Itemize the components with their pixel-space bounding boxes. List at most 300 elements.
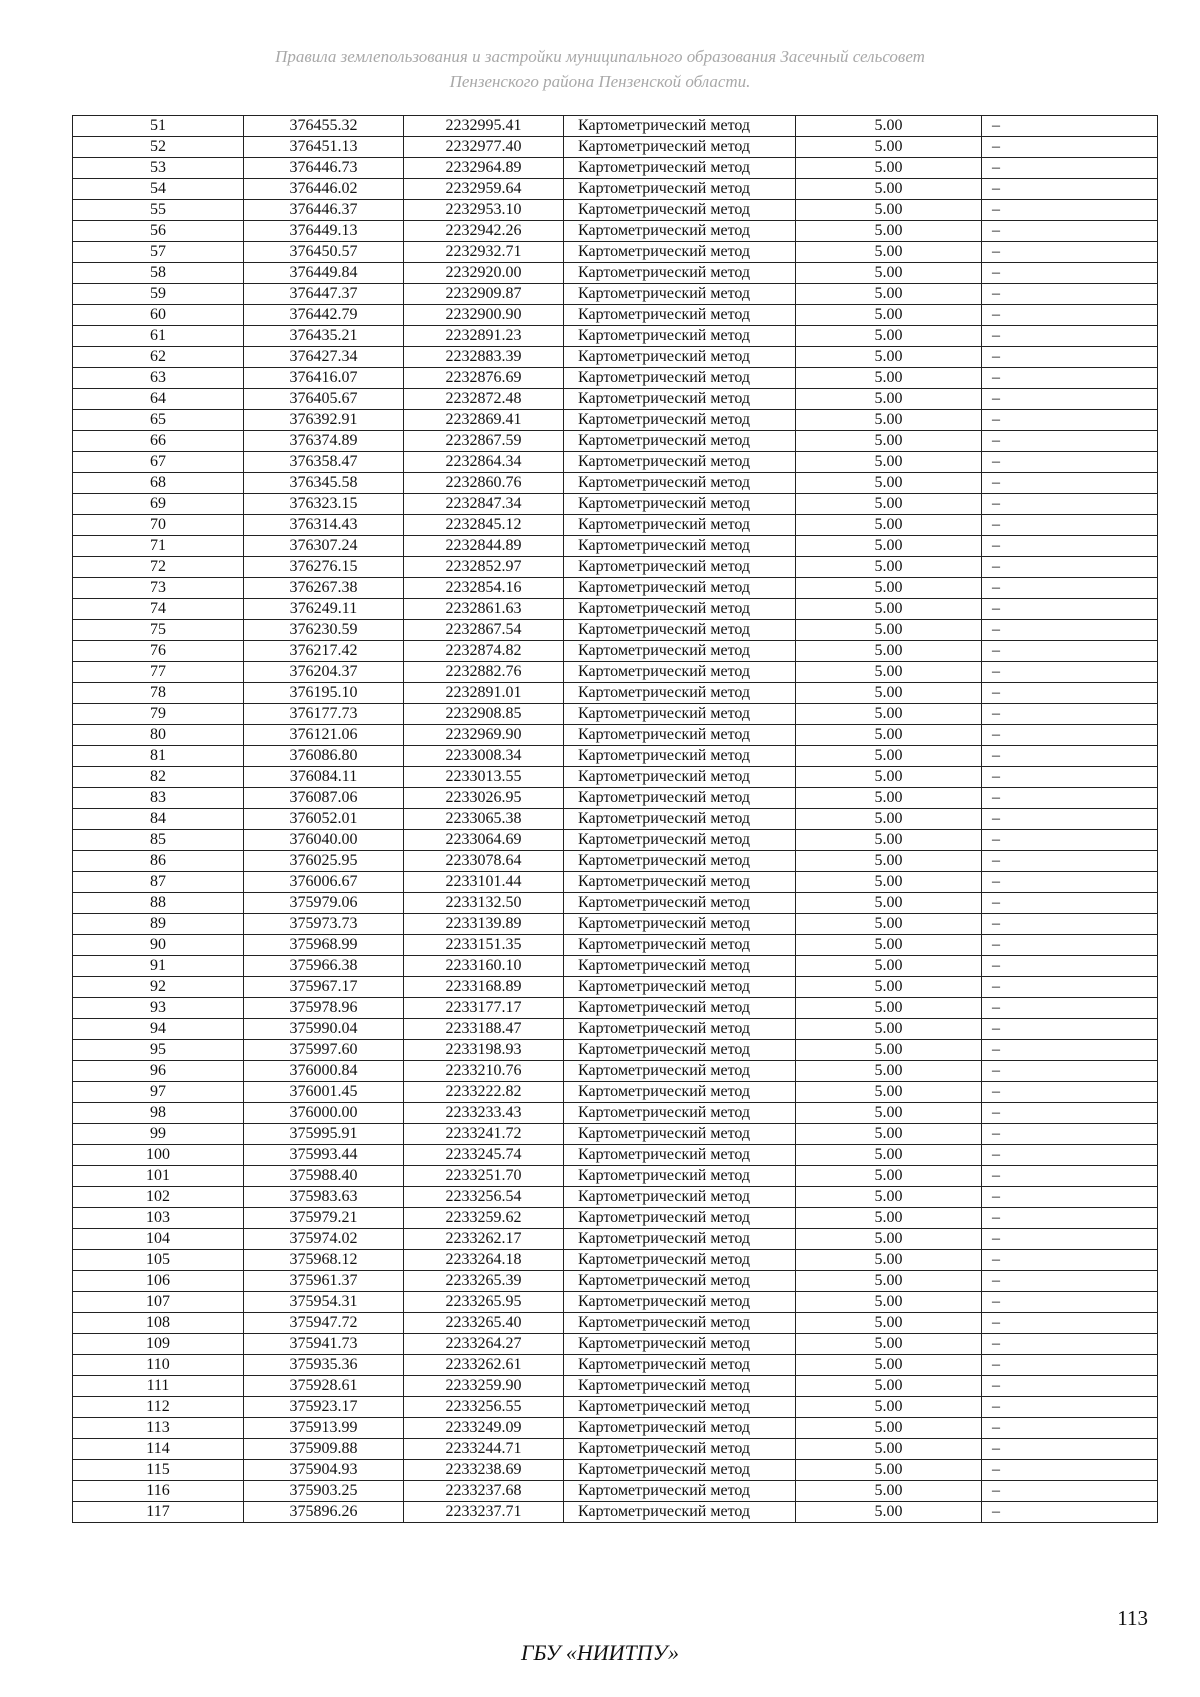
point-number-cell: 114 — [73, 1439, 244, 1460]
mark-cell: – — [982, 1271, 1158, 1292]
mark-cell: – — [982, 431, 1158, 452]
x-coordinate-cell: 375961.37 — [244, 1271, 404, 1292]
x-coordinate-cell: 375973.73 — [244, 914, 404, 935]
point-number-cell: 95 — [73, 1040, 244, 1061]
method-cell: Картометрический метод — [564, 1124, 796, 1145]
y-coordinate-cell: 2233265.40 — [404, 1313, 564, 1334]
x-coordinate-cell: 376025.95 — [244, 851, 404, 872]
point-number-cell: 105 — [73, 1250, 244, 1271]
table-row — [73, 1334, 1158, 1355]
table-row — [73, 326, 1158, 347]
mark-cell: – — [982, 998, 1158, 1019]
method-cell: Картометрический метод — [564, 578, 796, 599]
accuracy-cell: 5.00 — [796, 1376, 982, 1397]
point-number-cell: 58 — [73, 263, 244, 284]
y-coordinate-cell: 2233259.90 — [404, 1376, 564, 1397]
x-coordinate-cell: 375995.91 — [244, 1124, 404, 1145]
point-number-cell: 76 — [73, 641, 244, 662]
y-coordinate-cell: 2233265.95 — [404, 1292, 564, 1313]
point-number-cell: 67 — [73, 452, 244, 473]
method-cell: Картометрический метод — [564, 767, 796, 788]
accuracy-cell: 5.00 — [796, 1355, 982, 1376]
accuracy-cell: 5.00 — [796, 137, 982, 158]
y-coordinate-cell: 2232969.90 — [404, 725, 564, 746]
point-number-cell: 117 — [73, 1502, 244, 1523]
table-row — [73, 1376, 1158, 1397]
point-number-cell: 64 — [73, 389, 244, 410]
point-number-cell: 77 — [73, 662, 244, 683]
mark-cell: – — [982, 242, 1158, 263]
y-coordinate-cell: 2232861.63 — [404, 599, 564, 620]
method-cell: Картометрический метод — [564, 326, 796, 347]
y-coordinate-cell: 2232860.76 — [404, 473, 564, 494]
table-row — [73, 1271, 1158, 1292]
point-number-cell: 102 — [73, 1187, 244, 1208]
accuracy-cell: 5.00 — [796, 1502, 982, 1523]
table-row — [73, 473, 1158, 494]
y-coordinate-cell: 2232883.39 — [404, 347, 564, 368]
method-cell: Картометрический метод — [564, 1271, 796, 1292]
y-coordinate-cell: 2232847.34 — [404, 494, 564, 515]
x-coordinate-cell: 375909.88 — [244, 1439, 404, 1460]
x-coordinate-cell: 375997.60 — [244, 1040, 404, 1061]
x-coordinate-cell: 376195.10 — [244, 683, 404, 704]
mark-cell: – — [982, 893, 1158, 914]
table-row — [73, 1103, 1158, 1124]
x-coordinate-cell: 375935.36 — [244, 1355, 404, 1376]
accuracy-cell: 5.00 — [796, 473, 982, 494]
method-cell: Картометрический метод — [564, 1040, 796, 1061]
x-coordinate-cell: 375896.26 — [244, 1502, 404, 1523]
table-row — [73, 1040, 1158, 1061]
x-coordinate-cell: 375954.31 — [244, 1292, 404, 1313]
table-row — [73, 998, 1158, 1019]
y-coordinate-cell: 2233177.17 — [404, 998, 564, 1019]
accuracy-cell: 5.00 — [796, 725, 982, 746]
method-cell: Картометрический метод — [564, 221, 796, 242]
y-coordinate-cell: 2233198.93 — [404, 1040, 564, 1061]
y-coordinate-cell: 2233265.39 — [404, 1271, 564, 1292]
method-cell: Картометрический метод — [564, 1397, 796, 1418]
table-row — [73, 263, 1158, 284]
mark-cell: – — [982, 1397, 1158, 1418]
point-number-cell: 65 — [73, 410, 244, 431]
table-row — [73, 935, 1158, 956]
accuracy-cell: 5.00 — [796, 1187, 982, 1208]
mark-cell: – — [982, 1418, 1158, 1439]
y-coordinate-cell: 2233256.55 — [404, 1397, 564, 1418]
method-cell: Картометрический метод — [564, 662, 796, 683]
point-number-cell: 74 — [73, 599, 244, 620]
method-cell: Картометрический метод — [564, 137, 796, 158]
mark-cell: – — [982, 1061, 1158, 1082]
accuracy-cell: 5.00 — [796, 746, 982, 767]
y-coordinate-cell: 2233245.74 — [404, 1145, 564, 1166]
accuracy-cell: 5.00 — [796, 1061, 982, 1082]
y-coordinate-cell: 2232932.71 — [404, 242, 564, 263]
x-coordinate-cell: 376323.15 — [244, 494, 404, 515]
mark-cell: – — [982, 1460, 1158, 1481]
method-cell: Картометрический метод — [564, 494, 796, 515]
table-row — [73, 1397, 1158, 1418]
x-coordinate-cell: 376416.07 — [244, 368, 404, 389]
x-coordinate-cell: 375988.40 — [244, 1166, 404, 1187]
method-cell: Картометрический метод — [564, 641, 796, 662]
accuracy-cell: 5.00 — [796, 914, 982, 935]
point-number-cell: 72 — [73, 557, 244, 578]
mark-cell: – — [982, 1502, 1158, 1523]
y-coordinate-cell: 2232953.10 — [404, 200, 564, 221]
point-number-cell: 82 — [73, 767, 244, 788]
point-number-cell: 115 — [73, 1460, 244, 1481]
mark-cell: – — [982, 473, 1158, 494]
accuracy-cell: 5.00 — [796, 305, 982, 326]
mark-cell: – — [982, 389, 1158, 410]
point-number-cell: 89 — [73, 914, 244, 935]
x-coordinate-cell: 376435.21 — [244, 326, 404, 347]
table-row — [73, 431, 1158, 452]
table-row — [73, 158, 1158, 179]
point-number-cell: 97 — [73, 1082, 244, 1103]
table-row — [73, 578, 1158, 599]
method-cell: Картометрический метод — [564, 683, 796, 704]
method-cell: Картометрический метод — [564, 1502, 796, 1523]
x-coordinate-cell: 376086.80 — [244, 746, 404, 767]
table-row — [73, 704, 1158, 725]
point-number-cell: 84 — [73, 809, 244, 830]
table-row — [73, 1502, 1158, 1523]
page-header — [0, 44, 1200, 94]
y-coordinate-cell: 2233064.69 — [404, 830, 564, 851]
method-cell: Картометрический метод — [564, 1187, 796, 1208]
method-cell: Картометрический метод — [564, 179, 796, 200]
accuracy-cell: 5.00 — [796, 1292, 982, 1313]
mark-cell: – — [982, 977, 1158, 998]
x-coordinate-cell: 376449.13 — [244, 221, 404, 242]
x-coordinate-cell: 376087.06 — [244, 788, 404, 809]
table-row — [73, 851, 1158, 872]
accuracy-cell: 5.00 — [796, 830, 982, 851]
accuracy-cell: 5.00 — [796, 683, 982, 704]
x-coordinate-cell: 376084.11 — [244, 767, 404, 788]
y-coordinate-cell: 2233013.55 — [404, 767, 564, 788]
table-row — [73, 683, 1158, 704]
x-coordinate-cell: 376446.73 — [244, 158, 404, 179]
point-number-cell: 93 — [73, 998, 244, 1019]
method-cell: Картометрический метод — [564, 242, 796, 263]
mark-cell: – — [982, 1082, 1158, 1103]
mark-cell: – — [982, 1313, 1158, 1334]
table-row — [73, 1145, 1158, 1166]
method-cell: Картометрический метод — [564, 872, 796, 893]
accuracy-cell: 5.00 — [796, 1460, 982, 1481]
accuracy-cell: 5.00 — [796, 1019, 982, 1040]
accuracy-cell: 5.00 — [796, 389, 982, 410]
y-coordinate-cell: 2233237.68 — [404, 1481, 564, 1502]
mark-cell: – — [982, 914, 1158, 935]
accuracy-cell: 5.00 — [796, 1103, 982, 1124]
mark-cell: – — [982, 347, 1158, 368]
mark-cell: – — [982, 221, 1158, 242]
mark-cell: – — [982, 1166, 1158, 1187]
mark-cell: – — [982, 1481, 1158, 1502]
table-row — [73, 767, 1158, 788]
accuracy-cell: 5.00 — [796, 998, 982, 1019]
point-number-cell: 59 — [73, 284, 244, 305]
y-coordinate-cell: 2232874.82 — [404, 641, 564, 662]
y-coordinate-cell: 2233238.69 — [404, 1460, 564, 1481]
x-coordinate-cell: 375967.17 — [244, 977, 404, 998]
mark-cell: – — [982, 1229, 1158, 1250]
y-coordinate-cell: 2232977.40 — [404, 137, 564, 158]
method-cell: Картометрический метод — [564, 557, 796, 578]
x-coordinate-cell: 376204.37 — [244, 662, 404, 683]
y-coordinate-cell: 2232891.23 — [404, 326, 564, 347]
accuracy-cell: 5.00 — [796, 326, 982, 347]
x-coordinate-cell: 376267.38 — [244, 578, 404, 599]
method-cell: Картометрический метод — [564, 1103, 796, 1124]
x-coordinate-cell: 375941.73 — [244, 1334, 404, 1355]
y-coordinate-cell: 2233188.47 — [404, 1019, 564, 1040]
method-cell: Картометрический метод — [564, 536, 796, 557]
accuracy-cell: 5.00 — [796, 809, 982, 830]
x-coordinate-cell: 376374.89 — [244, 431, 404, 452]
point-number-cell: 100 — [73, 1145, 244, 1166]
point-number-cell: 113 — [73, 1418, 244, 1439]
mark-cell: – — [982, 1208, 1158, 1229]
y-coordinate-cell: 2232995.41 — [404, 116, 564, 137]
x-coordinate-cell: 376446.02 — [244, 179, 404, 200]
y-coordinate-cell: 2232964.89 — [404, 158, 564, 179]
accuracy-cell: 5.00 — [796, 1439, 982, 1460]
point-number-cell: 66 — [73, 431, 244, 452]
table-row — [73, 494, 1158, 515]
table-row — [73, 137, 1158, 158]
accuracy-cell: 5.00 — [796, 179, 982, 200]
point-number-cell: 83 — [73, 788, 244, 809]
method-cell: Картометрический метод — [564, 914, 796, 935]
accuracy-cell: 5.00 — [796, 872, 982, 893]
point-number-cell: 88 — [73, 893, 244, 914]
y-coordinate-cell: 2232942.26 — [404, 221, 564, 242]
x-coordinate-cell: 375903.25 — [244, 1481, 404, 1502]
table-row — [73, 116, 1158, 137]
x-coordinate-cell: 375979.21 — [244, 1208, 404, 1229]
mark-cell: – — [982, 767, 1158, 788]
point-number-cell: 53 — [73, 158, 244, 179]
point-number-cell: 91 — [73, 956, 244, 977]
accuracy-cell: 5.00 — [796, 242, 982, 263]
mark-cell: – — [982, 578, 1158, 599]
x-coordinate-cell: 375923.17 — [244, 1397, 404, 1418]
point-number-cell: 79 — [73, 704, 244, 725]
mark-cell: – — [982, 1124, 1158, 1145]
y-coordinate-cell: 2232908.85 — [404, 704, 564, 725]
method-cell: Картометрический метод — [564, 977, 796, 998]
table-row — [73, 1187, 1158, 1208]
method-cell: Картометрический метод — [564, 851, 796, 872]
x-coordinate-cell: 376392.91 — [244, 410, 404, 431]
page-footer: ГБУ «НИИТПУ» — [520, 1640, 680, 1665]
table-row — [73, 410, 1158, 431]
method-cell: Картометрический метод — [564, 389, 796, 410]
table-row — [73, 1061, 1158, 1082]
accuracy-cell: 5.00 — [796, 368, 982, 389]
mark-cell: – — [982, 1439, 1158, 1460]
accuracy-cell: 5.00 — [796, 935, 982, 956]
x-coordinate-cell: 376249.11 — [244, 599, 404, 620]
y-coordinate-cell: 2233139.89 — [404, 914, 564, 935]
table-row — [73, 242, 1158, 263]
method-cell: Картометрический метод — [564, 368, 796, 389]
x-coordinate-cell: 376314.43 — [244, 515, 404, 536]
x-coordinate-cell: 376345.58 — [244, 473, 404, 494]
table-row — [73, 956, 1158, 977]
point-number-cell: 75 — [73, 620, 244, 641]
mark-cell: – — [982, 1187, 1158, 1208]
point-number-cell: 80 — [73, 725, 244, 746]
y-coordinate-cell: 2233264.27 — [404, 1334, 564, 1355]
y-coordinate-cell: 2233251.70 — [404, 1166, 564, 1187]
table-row — [73, 1208, 1158, 1229]
x-coordinate-cell: 375928.61 — [244, 1376, 404, 1397]
x-coordinate-cell: 376276.15 — [244, 557, 404, 578]
table-row — [73, 788, 1158, 809]
accuracy-cell: 5.00 — [796, 263, 982, 284]
table-row — [73, 1481, 1158, 1502]
method-cell: Картометрический метод — [564, 1481, 796, 1502]
method-cell: Картометрический метод — [564, 830, 796, 851]
table-row — [73, 536, 1158, 557]
mark-cell: – — [982, 683, 1158, 704]
mark-cell: – — [982, 935, 1158, 956]
y-coordinate-cell: 2233132.50 — [404, 893, 564, 914]
mark-cell: – — [982, 704, 1158, 725]
x-coordinate-cell: 375968.12 — [244, 1250, 404, 1271]
table-row — [73, 809, 1158, 830]
point-number-cell: 69 — [73, 494, 244, 515]
mark-cell: – — [982, 263, 1158, 284]
x-coordinate-cell: 376455.32 — [244, 116, 404, 137]
x-coordinate-cell: 376217.42 — [244, 641, 404, 662]
accuracy-cell: 5.00 — [796, 788, 982, 809]
table-row — [73, 1019, 1158, 1040]
y-coordinate-cell: 2233222.82 — [404, 1082, 564, 1103]
method-cell: Картометрический метод — [564, 725, 796, 746]
accuracy-cell: 5.00 — [796, 578, 982, 599]
accuracy-cell: 5.00 — [796, 410, 982, 431]
point-number-cell: 62 — [73, 347, 244, 368]
x-coordinate-cell: 376447.37 — [244, 284, 404, 305]
table-row — [73, 284, 1158, 305]
accuracy-cell: 5.00 — [796, 1313, 982, 1334]
x-coordinate-cell: 375983.63 — [244, 1187, 404, 1208]
table-row — [73, 599, 1158, 620]
point-number-cell: 81 — [73, 746, 244, 767]
header-line-2: Пензенского района Пензенской области. — [449, 72, 751, 91]
table-row — [73, 347, 1158, 368]
mark-cell: – — [982, 1292, 1158, 1313]
y-coordinate-cell: 2233101.44 — [404, 872, 564, 893]
point-number-cell: 104 — [73, 1229, 244, 1250]
table-row — [73, 1229, 1158, 1250]
point-number-cell: 99 — [73, 1124, 244, 1145]
method-cell: Картометрический метод — [564, 1019, 796, 1040]
y-coordinate-cell: 2233262.17 — [404, 1229, 564, 1250]
table-row — [73, 1313, 1158, 1334]
point-number-cell: 55 — [73, 200, 244, 221]
method-cell: Картометрический метод — [564, 1376, 796, 1397]
y-coordinate-cell: 2232882.76 — [404, 662, 564, 683]
method-cell: Картометрический метод — [564, 452, 796, 473]
accuracy-cell: 5.00 — [796, 1166, 982, 1187]
method-cell: Картометрический метод — [564, 1460, 796, 1481]
y-coordinate-cell: 2233078.64 — [404, 851, 564, 872]
mark-cell: – — [982, 137, 1158, 158]
table-row — [73, 620, 1158, 641]
accuracy-cell: 5.00 — [796, 893, 982, 914]
point-number-cell: 106 — [73, 1271, 244, 1292]
mark-cell: – — [982, 599, 1158, 620]
method-cell: Картометрический метод — [564, 1439, 796, 1460]
accuracy-cell: 5.00 — [796, 767, 982, 788]
y-coordinate-cell: 2232891.01 — [404, 683, 564, 704]
accuracy-cell: 5.00 — [796, 704, 982, 725]
accuracy-cell: 5.00 — [796, 1271, 982, 1292]
table-row — [73, 725, 1158, 746]
point-number-cell: 85 — [73, 830, 244, 851]
point-number-cell: 87 — [73, 872, 244, 893]
y-coordinate-cell: 2232852.97 — [404, 557, 564, 578]
point-number-cell: 96 — [73, 1061, 244, 1082]
point-number-cell: 98 — [73, 1103, 244, 1124]
mark-cell: – — [982, 1019, 1158, 1040]
method-cell: Картометрический метод — [564, 1355, 796, 1376]
accuracy-cell: 5.00 — [796, 1250, 982, 1271]
point-number-cell: 68 — [73, 473, 244, 494]
method-cell: Картометрический метод — [564, 1061, 796, 1082]
x-coordinate-cell: 376006.67 — [244, 872, 404, 893]
table-row — [73, 1292, 1158, 1313]
x-coordinate-cell: 375913.99 — [244, 1418, 404, 1439]
point-number-cell: 52 — [73, 137, 244, 158]
method-cell: Картометрический метод — [564, 1208, 796, 1229]
method-cell: Картометрический метод — [564, 704, 796, 725]
point-number-cell: 73 — [73, 578, 244, 599]
point-number-cell: 92 — [73, 977, 244, 998]
y-coordinate-cell: 2233244.71 — [404, 1439, 564, 1460]
method-cell: Картометрический метод — [564, 1292, 796, 1313]
x-coordinate-cell: 376000.84 — [244, 1061, 404, 1082]
x-coordinate-cell: 376405.67 — [244, 389, 404, 410]
x-coordinate-cell: 376230.59 — [244, 620, 404, 641]
method-cell: Картометрический метод — [564, 998, 796, 1019]
x-coordinate-cell: 376450.57 — [244, 242, 404, 263]
mark-cell: – — [982, 515, 1158, 536]
y-coordinate-cell: 2232900.90 — [404, 305, 564, 326]
mark-cell: – — [982, 641, 1158, 662]
accuracy-cell: 5.00 — [796, 1145, 982, 1166]
point-number-cell: 108 — [73, 1313, 244, 1334]
x-coordinate-cell: 376442.79 — [244, 305, 404, 326]
x-coordinate-cell: 375966.38 — [244, 956, 404, 977]
y-coordinate-cell: 2232876.69 — [404, 368, 564, 389]
table-row — [73, 515, 1158, 536]
method-cell: Картометрический метод — [564, 284, 796, 305]
method-cell: Картометрический метод — [564, 935, 796, 956]
table-row — [73, 893, 1158, 914]
mark-cell: – — [982, 494, 1158, 515]
